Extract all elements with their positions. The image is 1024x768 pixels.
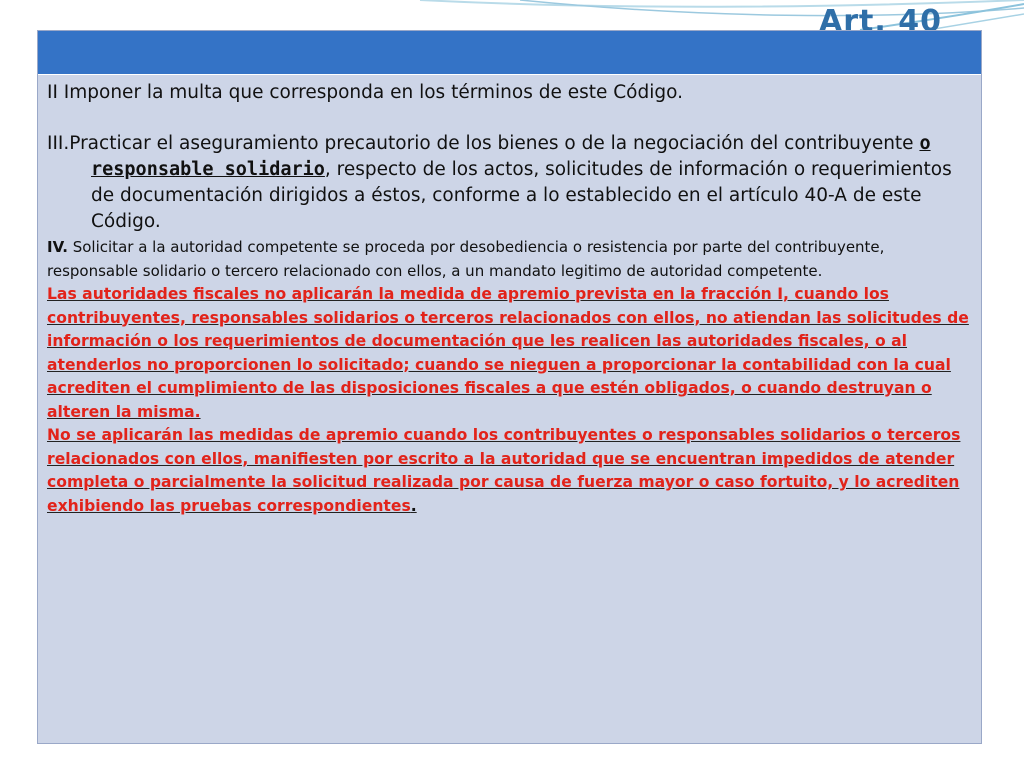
paragraph-iii-text-start: III.Practicar el aseguramiento precautorio de los bienes o de la negociación del contribuyente <box>47 133 920 154</box>
paragraph-fraction-iv <box>47 235 972 283</box>
paragraph-fraction-ii: II Imponer la multa que corresponda en los términos de este Código. <box>47 82 683 103</box>
content-panel <box>37 30 982 744</box>
paragraph-iii-emphasis: o responsable solidario <box>91 133 931 180</box>
red-paragraph-2-text: No se aplicarán las medidas de apremio cuando los contribuyentes o responsables solidarios o terceros relacionados con ellos, manifiesten por escrito a la autoridad que se encuentran impedidos de atender completa o parcialmente la solicitud realizada por causa de fuerza mayor o caso fortuito, y lo acrediten exhibiendo las pruebas correspondientes <box>47 426 961 515</box>
paragraph-iii-text-end: , respecto de los actos, solicitudes de información o requerimientos de documentación dirigidos a éstos, conforme a lo establecido en el artículo 40-A de este Código. <box>91 159 952 232</box>
content-body <box>47 80 972 518</box>
red-paragraph-exception-1: Las autoridades fiscales no aplicarán la medida de apremio prevista en la fracción I, cuando los contribuyentes, responsables solidarios o terceros relacionados con ellos, no atiendan las solicitudes de información o los requerimientos de documentación que les realicen las autoridades fiscales, o al atenderlos no proporcionen lo solicitado; cuando se nieguen a proporcionar la contabilidad con la cual acrediten el cumplimiento de las disposiciones fiscales a que estén obligados, o cuando destruyan o alteren la misma. <box>47 285 969 421</box>
panel-header-bar <box>38 31 981 75</box>
red-paragraph-2-end: . <box>410 496 417 515</box>
paragraph-fraction-iii <box>47 131 972 235</box>
paragraph-iv-lead: IV. <box>47 238 68 256</box>
paragraph-iv-text: Solicitar a la autoridad competente se proceda por desobediencia o resistencia por parte del contribuyente, responsable solidario o tercero relacionado con ellos, a un mandato legitimo de autoridad competente. <box>47 238 885 280</box>
red-paragraph-exception-2 <box>47 424 972 518</box>
slide-title: Art. 40 <box>819 4 942 30</box>
